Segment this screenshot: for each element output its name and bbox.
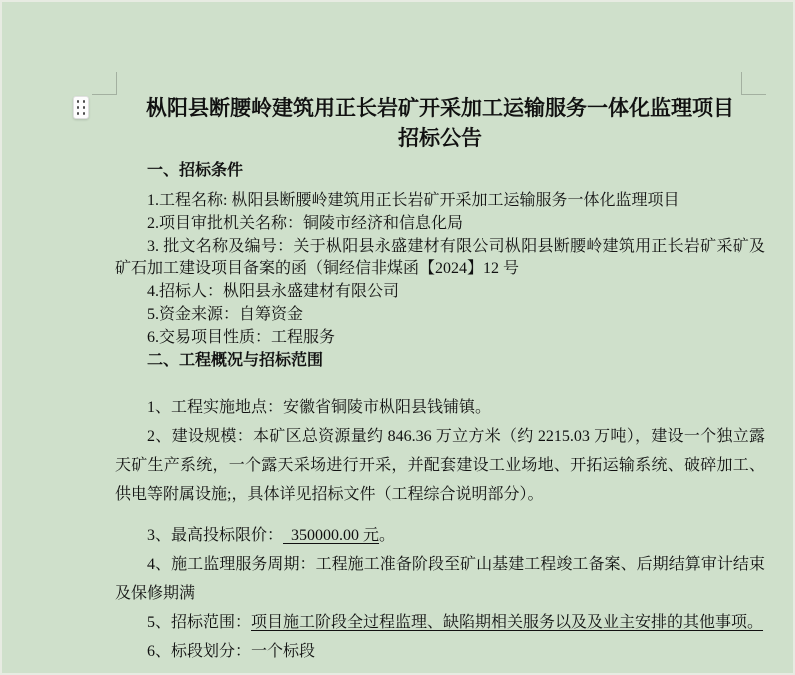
paragraph-location: 1、工程实施地点：安徽省铜陵市枞阳县钱铺镇。 <box>147 399 492 416</box>
tender-scope-label: 5、招标范围： <box>147 614 252 631</box>
list-item-project-name: 1.工程名称: 枞阳县断腰岭建筑用正长岩矿开采加工运输服务一体化监理项目 <box>147 192 680 209</box>
text-boundary-mark-top-left-vertical <box>116 72 117 95</box>
title-line-2: 招标公告 <box>398 126 482 150</box>
max-bid-price-period: 。 <box>379 527 396 544</box>
title-line-1: 枞阳县断腰岭建筑用正长岩矿开采加工运输服务一体化监理项目 <box>146 96 734 120</box>
paragraph-max-bid-price <box>115 521 765 550</box>
section-2-heading: 二、工程概况与招标范围 <box>147 352 324 369</box>
text-boundary-mark-top-right-vertical <box>741 72 742 95</box>
section-2-paragraphs <box>115 393 765 666</box>
tender-scope-value: 项目施工阶段全过程监理、缺陷期相关服务以及及业主安排的其他事项。 <box>251 614 764 631</box>
max-bid-price-label: 3、最高投标限价： <box>147 527 284 544</box>
paragraph-construction-scale: 2、建设规模：本矿区总资源量约 846.36 万立方米（约 2215.03 万吨），建设一个独立露天矿生产系统，一个露天采场进行开采，并配套建设工业场地、开拓运输系统、破碎加工、供电等附属设施;，具体详见招标文件（工程综合说明部分）。 <box>115 428 765 503</box>
paragraph-supervision-period: 4、施工监理服务周期：工程施工准备阶段至矿山基建工程竣工备案、后期结算审计结束及保修期满 <box>115 556 765 602</box>
max-bid-price-value: 350000.00 元 <box>283 527 380 544</box>
paragraph-lot-division: 6、标段划分：一个标段 <box>147 643 316 660</box>
paragraph-drag-handle-icon[interactable] <box>73 96 89 119</box>
list-item-approval-authority: 2.项目审批机关名称：铜陵市经济和信息化局 <box>147 215 464 232</box>
list-item-approval-document: 3. 批文名称及编号：关于枞阳县永盛建材有限公司枞阳县断腰岭建筑用正长岩矿采矿及矿石加工建设项目备案的函（铜经信非煤函【2024】12 号 <box>115 238 765 277</box>
text-boundary-mark-top-right-horizontal <box>741 94 766 95</box>
section-1-heading: 一、招标条件 <box>147 162 244 179</box>
document-body <box>2 2 795 666</box>
list-item-tenderer: 4.招标人：枞阳县永盛建材有限公司 <box>147 283 400 300</box>
section-1-items <box>115 190 765 349</box>
paragraph-tender-scope <box>115 608 765 637</box>
list-item-project-nature: 6.交易项目性质：工程服务 <box>147 329 336 346</box>
list-item-funding-source: 5.资金来源：自筹资金 <box>147 306 304 323</box>
document-title <box>115 93 765 153</box>
text-boundary-mark-top-left-horizontal <box>92 94 117 95</box>
